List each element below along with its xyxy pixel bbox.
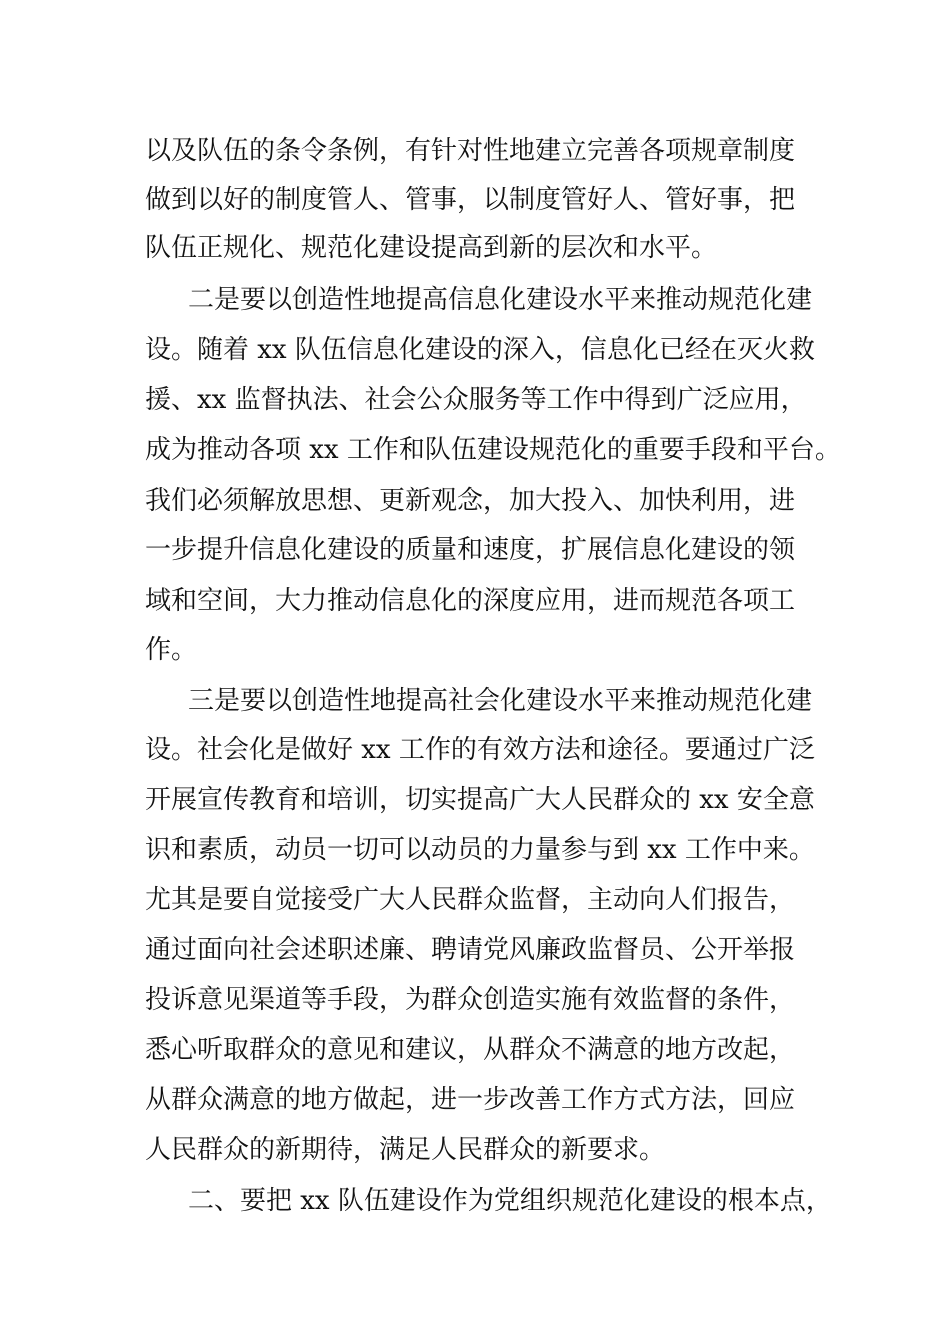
text-line: 从群众满意的地方做起，进一步改善工作方式方法，回应 xyxy=(145,1085,796,1115)
text-line: 设。社会化是做好 xx 工作的有效方法和途径。要通过广泛 xyxy=(145,735,815,765)
text-line: 投诉意见渠道等手段，为群众创造实施有效监督的条件， xyxy=(145,985,796,1015)
text-line: 我们必须解放思想、更新观念，加大投入、加快利用，进 xyxy=(145,486,796,516)
text-line: 以及队伍的条令条例，有针对性地建立完善各项规章制度 xyxy=(145,136,796,166)
text-line: 援、xx 监督执法、社会公众服务等工作中得到广泛应用， xyxy=(145,385,807,415)
text-line: 域和空间，大力推动信息化的深度应用，进而规范各项工 xyxy=(145,586,796,616)
text-line: 队伍正规化、规范化建设提高到新的层次和水平。 xyxy=(145,233,718,263)
text-line: 设。随着 xx 队伍信息化建设的深入，信息化已经在灭火救 xyxy=(145,335,815,365)
text-line: 尤其是要自觉接受广大人民群众监督，主动向人们报告， xyxy=(145,885,796,915)
text-line: 一步提升信息化建设的质量和速度，扩展信息化建设的领 xyxy=(145,535,796,565)
text-line: 识和素质，动员一切可以动员的力量参与到 xx 工作中来。 xyxy=(145,835,815,865)
text-line: 悉心听取群众的意见和建议，从群众不满意的地方改起， xyxy=(145,1035,796,1065)
text-line: 三是要以创造性地提高社会化建设水平来推动规范化建 xyxy=(188,686,813,716)
text-line: 作。 xyxy=(145,635,198,665)
text-line: 成为推动各项 xx 工作和队伍建设规范化的重要手段和平台。 xyxy=(145,435,841,465)
text-line: 人民群众的新期待，满足人民群众的新要求。 xyxy=(145,1135,666,1165)
text-line: 通过面向社会述职述廉、聘请党风廉政监督员、公开举报 xyxy=(145,935,796,965)
text-line: 二、要把 xx 队伍建设作为党组织规范化建设的根本点， xyxy=(188,1186,832,1216)
text-line: 二是要以创造性地提高信息化建设水平来推动规范化建 xyxy=(188,285,813,315)
text-line: 开展宣传教育和培训，切实提高广大人民群众的 xx 安全意 xyxy=(145,785,815,815)
text-line: 做到以好的制度管人、管事，以制度管好人、管好事，把 xyxy=(145,185,796,215)
